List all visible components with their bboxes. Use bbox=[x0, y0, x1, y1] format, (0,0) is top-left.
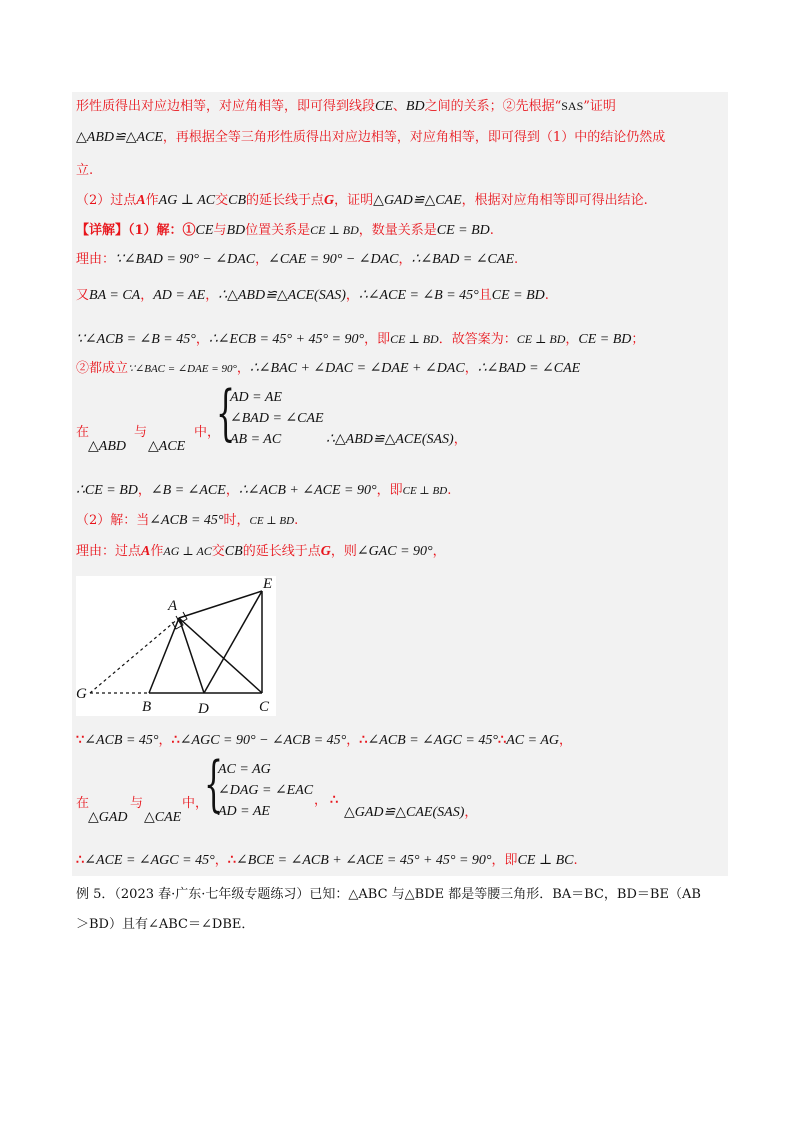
math: CE ⊥ BD bbox=[249, 515, 295, 527]
text: ∴ bbox=[227, 853, 236, 868]
text: 作 bbox=[150, 544, 164, 559]
solution-line-9 bbox=[76, 360, 580, 378]
math: G bbox=[324, 193, 335, 208]
solution-line-5 bbox=[76, 221, 494, 240]
math: ∴∠BAD = ∠CAE bbox=[477, 361, 581, 376]
math: △ACE bbox=[148, 439, 186, 454]
text: 的延长线于点 bbox=[242, 544, 321, 559]
label-d: D bbox=[198, 701, 209, 716]
text: ∴ bbox=[330, 793, 339, 808]
text: ， bbox=[236, 361, 250, 376]
text: ．故答案为： bbox=[438, 332, 517, 347]
math: CE = BD bbox=[436, 223, 490, 238]
text: ， bbox=[346, 733, 360, 748]
math: AG ⊥ AC bbox=[163, 544, 212, 558]
system2-conclusion bbox=[344, 804, 477, 822]
text: ∴ bbox=[497, 733, 507, 748]
system-conclusion bbox=[326, 431, 467, 449]
text: ， bbox=[464, 361, 478, 376]
system2-eq-2 bbox=[218, 782, 313, 800]
text: ∵ bbox=[76, 733, 85, 748]
math: A bbox=[136, 193, 146, 208]
math: △GAD≌△CAE bbox=[373, 193, 462, 208]
math: ∴∠ACE = ∠B = 45° bbox=[358, 288, 479, 303]
example-5-line-1: 例 5．（2023 春·广东·七年级专题练习）已知：△ABC 与△BDE 都是等腰三角形．BA＝BC，BD＝BE（AB bbox=[76, 887, 701, 902]
math: ∠BCE = ∠ACB + ∠ACE = 45° + 45° = 90° bbox=[235, 853, 492, 868]
math: BD bbox=[405, 99, 425, 114]
math: ∵∠BAD = 90° − ∠DAC bbox=[115, 252, 256, 267]
solution-line-7 bbox=[76, 287, 549, 305]
system-eq-1 bbox=[230, 389, 282, 407]
text: 作 bbox=[145, 193, 159, 208]
geometry-figure bbox=[76, 576, 276, 716]
text: ， bbox=[453, 432, 467, 447]
example-5-line-2: ＞BD）且有∠ABC＝∠DBE． bbox=[76, 917, 255, 932]
text: ， bbox=[464, 805, 478, 820]
math: ∴∠ACB + ∠ACE = 90° bbox=[238, 483, 377, 498]
solution-line-4 bbox=[76, 192, 648, 210]
text: . bbox=[544, 288, 549, 303]
math: △ABD bbox=[88, 439, 126, 454]
text: ， bbox=[565, 332, 579, 347]
math: ∴△ABD≌△ACE(SAS) bbox=[218, 288, 346, 303]
system2-sep bbox=[314, 792, 327, 810]
math: AD = AE bbox=[153, 288, 206, 303]
math: AG ⊥ AC bbox=[158, 193, 216, 208]
text: ， bbox=[214, 853, 228, 868]
math: AC = AG bbox=[218, 762, 271, 777]
label-b: B bbox=[142, 699, 152, 715]
math: ∴∠ECB = 45° + 45° = 90° bbox=[208, 332, 365, 347]
math: ∴CE = BD bbox=[76, 483, 138, 498]
text: 位置关系是 bbox=[245, 223, 311, 238]
text: 又 bbox=[76, 288, 90, 303]
math: ∠CAE = 90° − ∠DAC bbox=[268, 252, 399, 267]
label-e: E bbox=[263, 576, 273, 592]
text: 与 bbox=[213, 223, 227, 238]
math: ∵∠ACB = ∠B = 45° bbox=[76, 332, 196, 347]
text: ∴ bbox=[171, 733, 180, 748]
triangle-abd-label bbox=[88, 438, 126, 456]
text: ∴ bbox=[76, 853, 85, 868]
triangle-gad-label bbox=[88, 809, 128, 827]
solution-line-14 bbox=[76, 732, 572, 750]
text: ， bbox=[195, 332, 209, 347]
text: ， bbox=[140, 288, 154, 303]
math: ∠AGC = 90° − ∠ACB = 45° bbox=[179, 733, 347, 748]
text: ，证明 bbox=[334, 193, 374, 208]
text: ， bbox=[314, 793, 328, 808]
math: ∴∠BAD = ∠CAE bbox=[411, 252, 515, 267]
text: ，即 bbox=[376, 483, 403, 498]
text: ， bbox=[558, 733, 572, 748]
system2-therefore bbox=[330, 792, 338, 810]
solution-line-16 bbox=[76, 852, 578, 870]
label-c: C bbox=[259, 699, 270, 715]
label-a: A bbox=[168, 598, 178, 614]
solution-line-3 bbox=[76, 162, 93, 180]
solution-line-1 bbox=[76, 97, 616, 116]
text: ，则 bbox=[330, 544, 357, 559]
text: 交 bbox=[211, 544, 225, 559]
math: △GAD≌△CAE(SAS) bbox=[344, 805, 465, 820]
math: SAS bbox=[561, 99, 584, 113]
math: CE ⊥ BD bbox=[402, 485, 448, 497]
math: CB bbox=[228, 193, 247, 208]
triangle-cae-label bbox=[144, 809, 181, 827]
text: ”证明 bbox=[583, 99, 616, 114]
math: CE = BD bbox=[578, 332, 632, 347]
text: 与 bbox=[130, 796, 144, 811]
math: AB = AC bbox=[230, 432, 282, 447]
system-eq-2 bbox=[230, 410, 324, 428]
text: ， bbox=[205, 288, 219, 303]
text: ， bbox=[255, 252, 269, 267]
solution-line-13 bbox=[76, 542, 446, 561]
text: 立. bbox=[76, 163, 94, 178]
math: ∠ACB = 45° bbox=[84, 733, 159, 748]
math: ∵∠BAC = ∠DAE = 90° bbox=[128, 363, 237, 375]
text: ，根据对应角相等即可得出结论. bbox=[461, 193, 648, 208]
text: . bbox=[573, 853, 578, 868]
system2-eq-1 bbox=[218, 761, 271, 779]
text: ； bbox=[631, 332, 645, 347]
math: CB bbox=[224, 544, 243, 559]
text: 且 bbox=[478, 288, 492, 303]
text: ∴ bbox=[359, 733, 368, 748]
text: 形性质得出对应边相等，对应角相等，即可得到线段 bbox=[76, 99, 376, 114]
math: △ABD≌△ACE bbox=[76, 130, 163, 145]
math: ∠GAC = 90° bbox=[356, 544, 433, 559]
math: CE ⊥ BD bbox=[310, 223, 359, 237]
math: △CAE bbox=[144, 810, 182, 825]
with-label-2 bbox=[130, 795, 143, 813]
text: ，即 bbox=[491, 853, 518, 868]
text: 的延长线于点 bbox=[246, 193, 325, 208]
text: （2）解：当 bbox=[76, 513, 150, 528]
left-brace: { bbox=[216, 378, 236, 448]
text: ， bbox=[158, 733, 172, 748]
text: ， bbox=[137, 483, 151, 498]
text: （2）过点 bbox=[76, 193, 137, 208]
math: AD = AE bbox=[218, 804, 270, 819]
text: 中， bbox=[182, 796, 209, 811]
text: . bbox=[294, 513, 299, 528]
text: 与 bbox=[134, 425, 148, 440]
math: ∴△ABD≌△ACE(SAS) bbox=[326, 432, 454, 447]
text: 理由：过点 bbox=[76, 544, 142, 559]
left-brace-2: { bbox=[204, 749, 224, 819]
text: 理由： bbox=[76, 252, 116, 267]
math: CE bbox=[195, 223, 214, 238]
math: ∠ACE = ∠AGC = 45° bbox=[84, 853, 215, 868]
solution-line-12 bbox=[76, 512, 298, 530]
math: BD bbox=[226, 223, 246, 238]
solution-line-11 bbox=[76, 482, 451, 500]
math: AC = AG bbox=[506, 733, 559, 748]
text: ， bbox=[225, 483, 239, 498]
math: CE = BD bbox=[491, 288, 545, 303]
math: ∴∠BAC + ∠DAC = ∠DAE + ∠DAC bbox=[249, 361, 465, 376]
text: 时， bbox=[223, 513, 250, 528]
text: 中， bbox=[194, 425, 221, 440]
with-label bbox=[134, 424, 147, 442]
math: G bbox=[320, 544, 331, 559]
label-g: G bbox=[76, 686, 87, 702]
math: A bbox=[141, 544, 151, 559]
math: AD = AE bbox=[230, 390, 282, 405]
figure-background bbox=[76, 576, 276, 716]
text: . bbox=[447, 483, 452, 498]
math: ∠DAG = ∠EAC bbox=[218, 783, 314, 798]
math: ∠ACB = 45° bbox=[149, 513, 224, 528]
math: ∠ACB = ∠AGC = 45° bbox=[367, 733, 498, 748]
math: CE ⊥ BC bbox=[517, 853, 574, 868]
text: ，再根据全等三角形性质得出对应边相等，对应角相等，即可得到（1）中的结论仍然成 bbox=[162, 130, 666, 145]
text: 交 bbox=[215, 193, 229, 208]
math: CE ⊥ BD bbox=[516, 332, 566, 346]
text: 、 bbox=[392, 99, 406, 114]
text: 之间的关系；②先根据“ bbox=[424, 99, 562, 114]
math: BA = CA bbox=[89, 288, 141, 303]
math: △GAD bbox=[88, 810, 128, 825]
system2-eq-3 bbox=[218, 803, 270, 821]
math: ∠B = ∠ACE bbox=[150, 483, 226, 498]
text: 【详解】（1）解：① bbox=[76, 223, 196, 238]
math: CE ⊥ BD bbox=[390, 332, 439, 346]
solution-line-8 bbox=[76, 330, 644, 349]
text: ，数量关系是 bbox=[358, 223, 437, 238]
text: ， bbox=[398, 252, 412, 267]
math: ∠BAD = ∠CAE bbox=[230, 411, 324, 426]
solution-line-2 bbox=[76, 129, 665, 147]
text: ②都成立 bbox=[76, 361, 129, 376]
text: ， bbox=[345, 288, 359, 303]
system-eq-3 bbox=[230, 431, 281, 449]
text: 在 bbox=[76, 796, 90, 811]
text: . bbox=[489, 223, 494, 238]
math: CE bbox=[375, 99, 393, 114]
solution-line-6 bbox=[76, 251, 518, 269]
text: 在 bbox=[76, 425, 90, 440]
triangle-ace-label bbox=[148, 438, 185, 456]
text: ，即 bbox=[364, 332, 391, 347]
text: ， bbox=[432, 544, 446, 559]
text: . bbox=[514, 252, 519, 267]
